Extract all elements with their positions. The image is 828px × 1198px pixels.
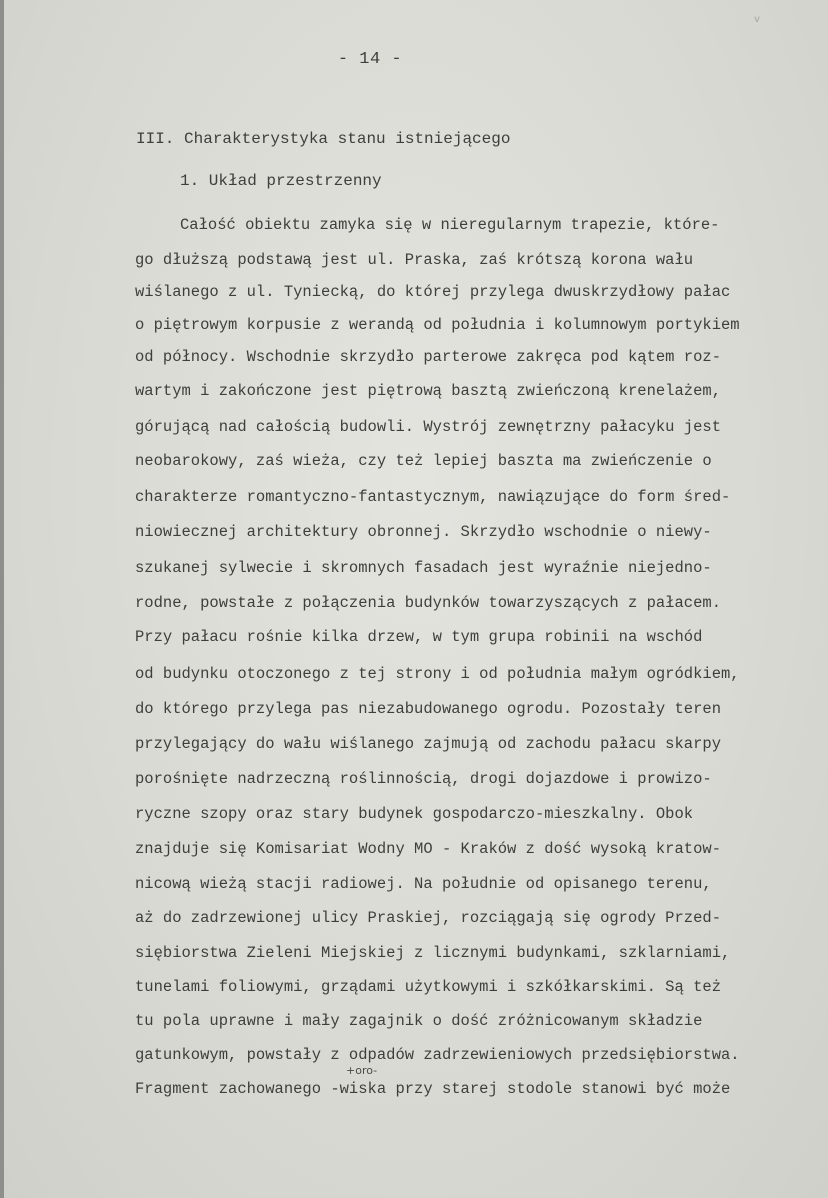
text-line: tu pola uprawne i mały zagajnik o dość zróżnicowanym składzie xyxy=(135,1012,703,1030)
text-line: siębiorstwa Zieleni Miejskiej z licznymi budynkami, szklarniami, xyxy=(135,944,731,962)
text-line: o piętrowym korpusie z werandą od południa i kolumnowym portykiem xyxy=(135,316,740,334)
corner-mark: v xyxy=(754,14,760,25)
handwritten-insertion: +oro- xyxy=(346,1064,378,1077)
text-line: nicową wieżą stacji radiowej. Na południe od opisanego terenu, xyxy=(135,875,712,893)
page-number: - 14 - xyxy=(337,50,403,69)
scan-edge xyxy=(0,0,4,1198)
section-heading: III. Charakterystyka stanu istniejącego xyxy=(136,130,511,148)
text-line: aż do zadrzewionej ulicy Praskiej, rozciągają się ogrody Przed- xyxy=(135,909,721,927)
text-line: rodne, powstałe z połączenia budynków towarzyszących z pałacem. xyxy=(135,594,721,612)
text-line: charakterze romantyczno-fantastycznym, nawiązujące do form śred- xyxy=(135,488,731,506)
text-line: Fragment zachowanego -wiska przy starej stodole stanowi być może xyxy=(135,1080,731,1098)
text-line: wiślanego z ul. Tyniecką, do której przylega dwuskrzydłowy pałac xyxy=(135,283,731,301)
text-line: neobarokowy, zaś wieża, czy też lepiej baszta ma zwieńczenie o xyxy=(135,452,712,470)
text-line: znajduje się Komisariat Wodny MO - Kraków z dość wysoką kratow- xyxy=(135,840,721,858)
text-line: do którego przylega pas niezabudowanego ogrodu. Pozostały teren xyxy=(135,700,721,718)
text-line: od północy. Wschodnie skrzydło parterowe zakręca pod kątem roz- xyxy=(135,348,721,366)
text-line: Przy pałacu rośnie kilka drzew, w tym grupa robinii na wschód xyxy=(135,628,703,646)
text-line: niowiecznej architektury obronnej. Skrzydło wschodnie o niewy- xyxy=(135,523,712,541)
text-line: Całość obiektu zamyka się w nieregularnym trapezie, które- xyxy=(180,216,720,234)
subsection-heading: 1. Układ przestrzenny xyxy=(180,172,382,190)
text-line: porośnięte nadrzeczną roślinnością, drogi dojazdowe i prowizo- xyxy=(135,770,712,788)
text-line: od budynku otoczonego z tej strony i od południa małym ogródkiem, xyxy=(135,665,740,683)
text-line: go dłuższą podstawą jest ul. Praska, zaś krótszą korona wału xyxy=(135,251,694,269)
text-line: szukanej sylwecie i skromnych fasadach jest wyraźnie niejedno- xyxy=(135,559,712,577)
text-line: ryczne szopy oraz stary budynek gospodarczo-mieszkalny. Obok xyxy=(135,805,694,823)
text-line: gatunkowym, powstały z odpadów zadrzewieniowych przedsiębiorstwa. xyxy=(135,1046,740,1064)
text-line: tunelami foliowymi, grządami użytkowymi i szkółkarskimi. Są też xyxy=(135,978,721,996)
text-line: wartym i zakończone jest piętrową basztą zwieńczoną krenelażem, xyxy=(135,382,721,400)
text-line: przylegający do wału wiślanego zajmują od zachodu pałacu skarpy xyxy=(135,735,721,753)
text-line: górującą nad całością budowli. Wystrój zewnętrzny pałacyku jest xyxy=(135,418,721,436)
